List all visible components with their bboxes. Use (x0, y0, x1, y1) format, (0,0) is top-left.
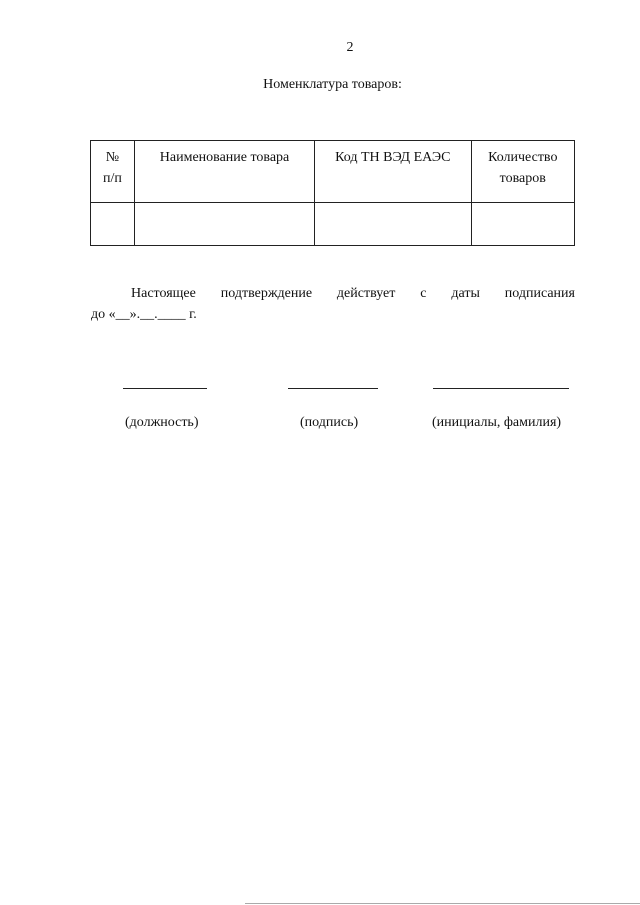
validity-word: с (420, 286, 427, 301)
header-goods-quantity (471, 141, 574, 203)
header-hs-code: Код ТН ВЭД ЕАЭС (315, 141, 471, 203)
validity-word: подтверждение (220, 286, 313, 301)
validity-statement-line1 (91, 283, 575, 304)
cell-hs-code (315, 203, 471, 246)
validity-date-line: до «__».__.____ г. (91, 307, 197, 322)
validity-word: Настоящее (131, 286, 196, 301)
cell-goods-quantity (471, 203, 574, 246)
validity-word: подписания (504, 286, 575, 301)
position-signature-line (123, 388, 207, 389)
header-item-number-line1: № (105, 150, 120, 165)
header-item-number-line2: п/п (103, 171, 122, 186)
header-quantity-line2: товаров (499, 171, 546, 186)
cell-item-number (91, 203, 135, 246)
validity-word: даты (451, 286, 480, 301)
name-signature-line (433, 388, 569, 389)
initials-surname-label: (инициалы, фамилия) (432, 415, 562, 430)
goods-table-header-row (91, 141, 575, 203)
validity-word: действует (336, 286, 396, 301)
goods-table (90, 140, 575, 246)
position-label: (должность) (125, 415, 199, 430)
page-number: 2 (346, 40, 354, 55)
header-quantity-line1: Количество (488, 150, 558, 165)
goods-nomenclature-heading: Номенклатура товаров: (263, 77, 402, 92)
table-row (91, 203, 575, 246)
cell-goods-name (134, 203, 314, 246)
scan-edge-line (245, 903, 640, 904)
validity-statement (91, 283, 575, 325)
signature-line (288, 388, 378, 389)
header-goods-name: Наименование товара (134, 141, 314, 203)
signature-label: (подпись) (300, 415, 359, 430)
header-item-number (91, 141, 135, 203)
